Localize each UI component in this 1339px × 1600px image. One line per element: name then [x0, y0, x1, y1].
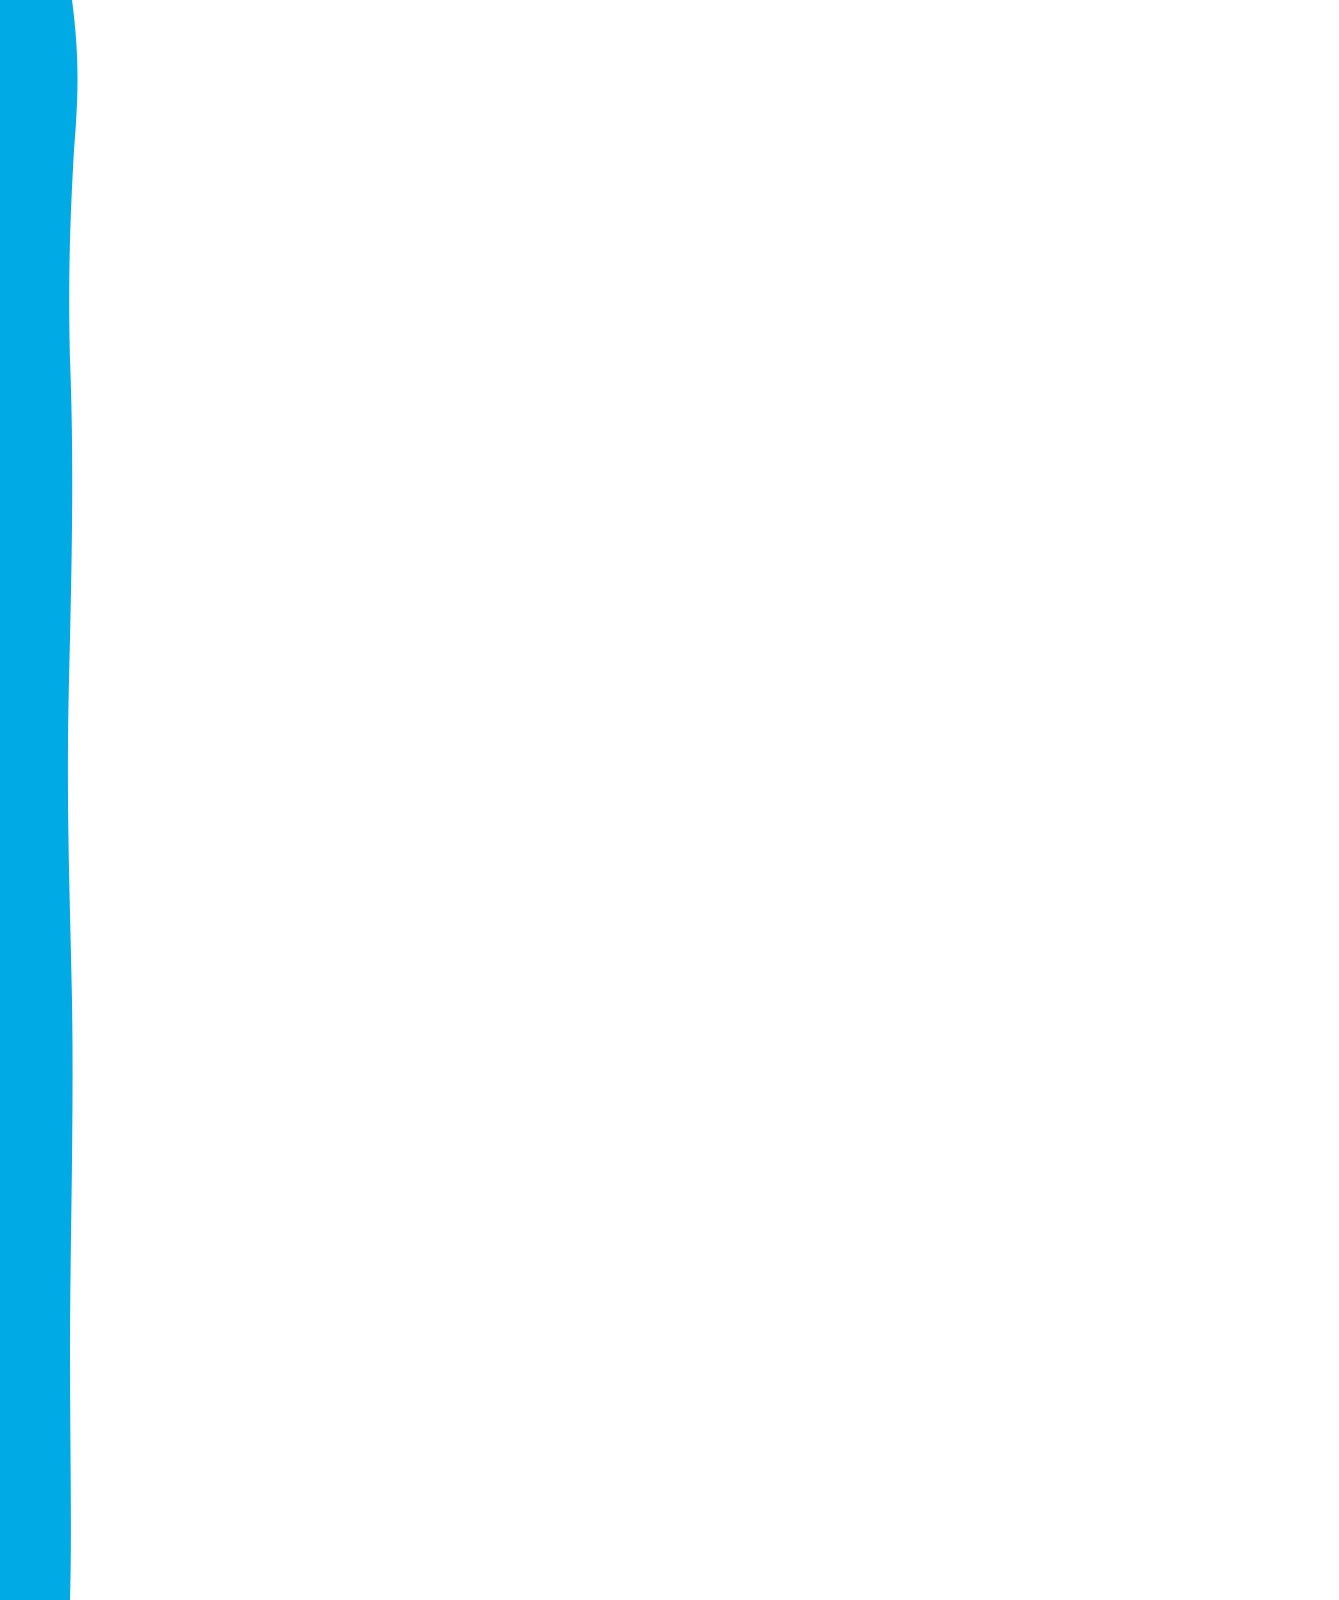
side-band-shape [0, 0, 78, 1600]
side-color-band [0, 0, 90, 1600]
